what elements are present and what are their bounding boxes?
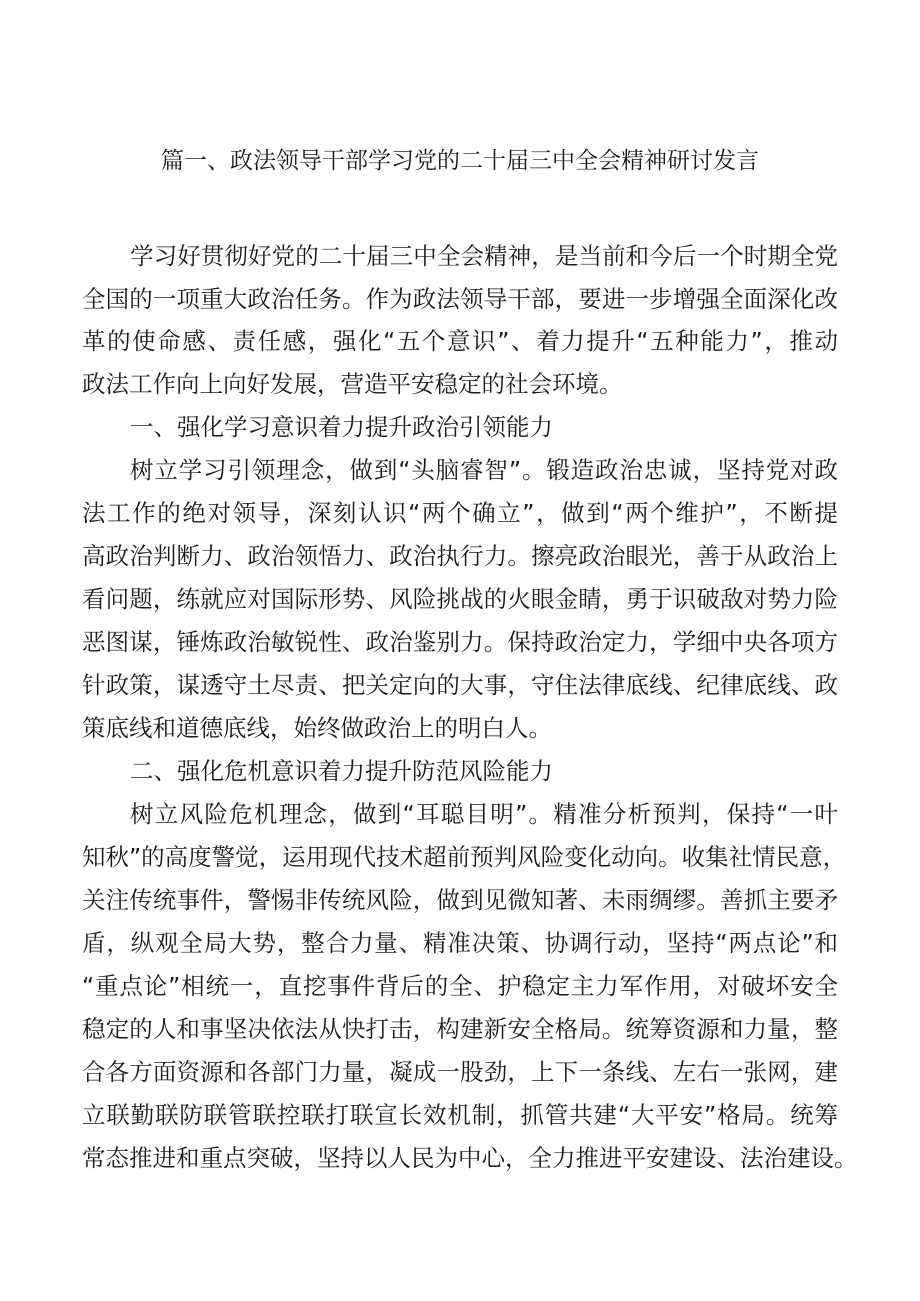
paragraph-2-line-8: 立联勤联防联管联控联打联宣长效机制，抓管共建“大平安”格局。统筹 <box>82 1101 838 1129</box>
section-heading-2: 二、强化危机意识着力提升防范风险能力 <box>130 757 553 785</box>
paragraph-2-line-1: 树立风险危机理念，做到“耳聪目明”。精准分析预判，保持“一叶 <box>130 800 838 828</box>
paragraph-2-line-7: 合各方面资源和各部门力量，凝成一股劲，上下一条线、左右一张网，建 <box>82 1058 838 1086</box>
paragraph-2-line-6: 稳定的人和事坚决依法从快打击，构建新安全格局。统筹资源和力量，整 <box>82 1015 838 1043</box>
paragraph-2-line-2: 知秋”的高度警觉，运用现代技术超前预判风险变化动向。收集社情民意， <box>82 843 847 871</box>
paragraph-intro-line-4: 政法工作向上向好发展，营造平安稳定的社会环境。 <box>82 370 623 398</box>
paragraph-1-line-6: 针政策，谋透守土尽责、把关定向的大事，守住法律底线、纪律底线、政 <box>82 671 838 699</box>
paragraph-2-line-9: 常态推进和重点突破，坚持以人民为中心，全力推进平安建设、法治建设。 <box>82 1144 858 1172</box>
paragraph-2-line-5: “重点论”相统一，直挖事件背后的全、护稳定主力军作用，对破坏安全 <box>82 972 838 1000</box>
paragraph-1-line-7: 策底线和道德底线，始终做政治上的明白人。 <box>82 714 552 742</box>
paragraph-1-line-3: 高政治判断力、政治领悟力、政治执行力。擦亮政治眼光，善于从政治上 <box>82 542 838 570</box>
paragraph-1-line-4: 看问题，练就应对国际形势、风险挑战的火眼金睛，勇于识破敌对势力险 <box>82 585 838 613</box>
paragraph-2-line-3: 关注传统事件，警惕非传统风险，做到见微知著、未雨绸缪。善抓主要矛 <box>82 886 838 914</box>
paragraph-intro-line-3: 革的使命感、责任感，强化“五个意识”、着力提升“五种能力”，推动 <box>82 327 838 355</box>
paragraph-2-line-4: 盾，纵观全局大势，整合力量、精准决策、协调行动，坚持“两点论”和 <box>82 929 838 957</box>
paragraph-1-line-1: 树立学习引领理念，做到“头脑睿智”。锻造政治忠诚，坚持党对政 <box>130 456 838 484</box>
paragraph-1-line-5: 恶图谋，锤炼政治敏锐性、政治鉴别力。保持政治定力，学细中央各项方 <box>82 628 838 656</box>
paragraph-1-line-2: 法工作的绝对领导，深刻认识“两个确立”，做到“两个维护”，不断提 <box>82 499 838 527</box>
document-title: 篇一、政法领导干部学习党的二十届三中全会精神研讨发言 <box>161 148 759 174</box>
section-heading-1: 一、强化学习意识着力提升政治引领能力 <box>130 413 553 441</box>
paragraph-intro-line-2: 全国的一项重大政治任务。作为政法领导干部，要进一步增强全面深化改 <box>82 285 838 313</box>
paragraph-intro-line-1: 学习好贯彻好党的二十届三中全会精神，是当前和今后一个时期全党 <box>130 242 838 270</box>
